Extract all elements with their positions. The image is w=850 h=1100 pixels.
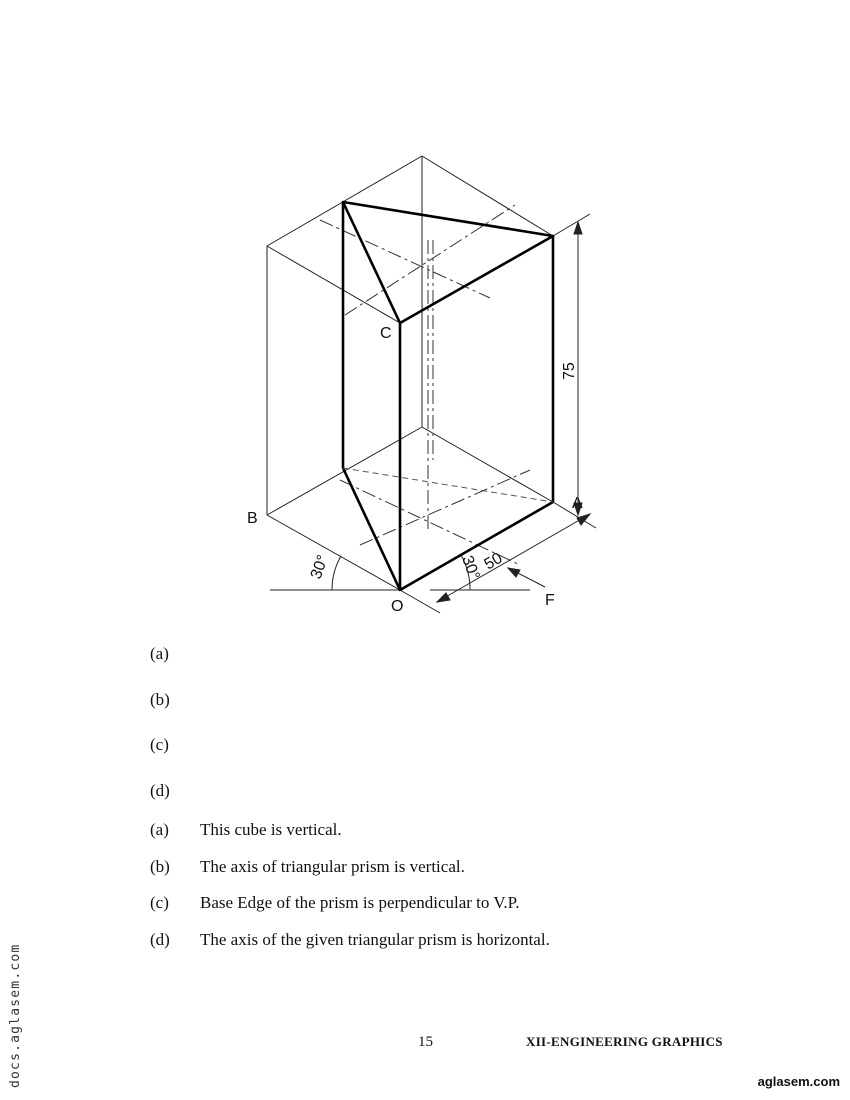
side-watermark: docs.aglasem.com	[8, 943, 23, 1088]
construction-box	[267, 156, 596, 613]
statement-label: (b)	[150, 856, 170, 876]
statement-item	[150, 930, 550, 967]
height-label: 75	[561, 362, 578, 380]
page-number: 15	[418, 1034, 433, 1050]
statement-label: (a)	[150, 820, 169, 839]
blank-option: (d)	[150, 780, 170, 800]
label-o: O	[391, 598, 404, 615]
triangular-prism	[343, 202, 553, 590]
label-c: C	[380, 325, 392, 342]
statement-item	[150, 820, 550, 857]
statement-label: (c)	[150, 893, 169, 912]
label-b: B	[247, 510, 258, 527]
direction-arrow	[508, 568, 545, 587]
label-f: F	[545, 592, 555, 609]
statement-text: This cube is vertical.	[200, 820, 342, 839]
blank-option: (c)	[150, 735, 169, 754]
statement-item	[150, 857, 550, 894]
edge-label: 50	[481, 549, 506, 574]
statement-text: Base Edge of the prism is perpendicular to V.P.	[200, 893, 520, 912]
statement-label: (d)	[150, 929, 170, 949]
isometric-drawing	[240, 150, 610, 630]
blank-option: (b)	[150, 689, 170, 709]
blank-option: (a)	[150, 644, 169, 663]
blank-options-list	[150, 644, 200, 826]
brand-link[interactable]: aglasem.com	[757, 1074, 840, 1089]
angle-label-right: 30°	[458, 553, 483, 583]
isometric-prism-figure	[240, 150, 610, 630]
angle-label-left: 30°	[307, 552, 333, 582]
label-a: A	[572, 495, 583, 512]
statement-list	[150, 820, 550, 966]
statement-text: The axis of the given triangular prism is horizontal.	[200, 929, 550, 949]
center-lines	[320, 205, 530, 565]
statement-item	[150, 893, 550, 930]
hidden-edge	[343, 468, 553, 502]
angle-arc-left	[332, 556, 341, 590]
subject-title: XII-ENGINEERING GRAPHICS	[526, 1034, 723, 1049]
statement-text: The axis of triangular prism is vertical.	[200, 856, 465, 876]
